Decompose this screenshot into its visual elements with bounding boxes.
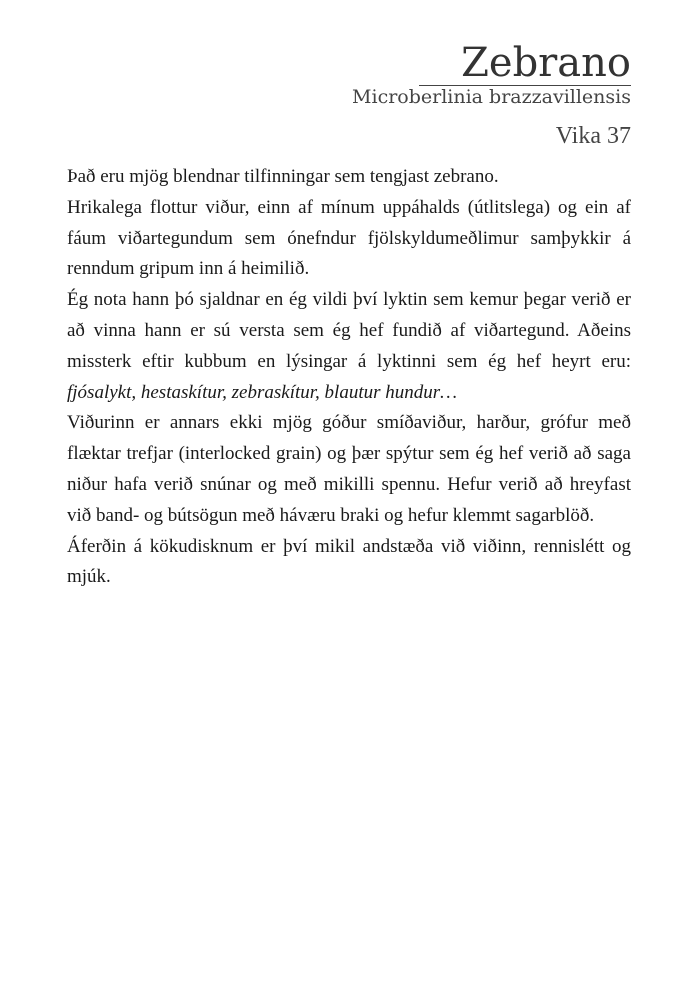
article-body: [67, 162, 631, 593]
document-header: [67, 40, 631, 150]
page-title: Zebrano: [461, 40, 631, 86]
document-page: [67, 40, 631, 593]
paragraph-3-text: Ég nota hann þó sjaldnar en ég vildi því lyktin sem kemur þegar verið er að vinna hann er sú versta sem ég hef fundið af viðartegund. Aðeins missterk eftir kubbum en lýsingar á lyktinni sem ég hef heyrt eru:: [67, 289, 631, 372]
smell-descriptions: fjósalykt, hestaskítur, zebraskítur, blautur hundur…: [67, 381, 458, 403]
paragraph-2: Hrikalega flottur viður, einn af mínum uppáhalds (útlitslega) og ein af fáum viðartegundum sem ónefndur fjölskyldumeðlimur samþykkir á renndum gripum inn á heimilið.: [67, 196, 631, 280]
week-label: Vika 37: [555, 123, 631, 149]
paragraph-1: Það eru mjög blendnar tilfinningar sem tengjast zebrano.: [67, 166, 499, 187]
paragraph-4: Viðurinn er annars ekki mjög góður smíðaviður, harður, grófur með flæktar trefjar (interlocked grain) og þær spýtur sem ég hef verið að saga niður hafa verið snúnar og með mikilli spennu. Hefur verið að hreyfast við band- og bútsögun með háværu braki og hefur klemmt sagarblöð.: [67, 412, 631, 526]
scientific-name: Microberlinia brazzavillensis: [352, 86, 631, 108]
paragraph-3: [67, 285, 631, 408]
paragraph-5: Áferðin á kökudisknum er því mikil andstæða við viðinn, rennislétt og mjúk.: [67, 535, 631, 588]
